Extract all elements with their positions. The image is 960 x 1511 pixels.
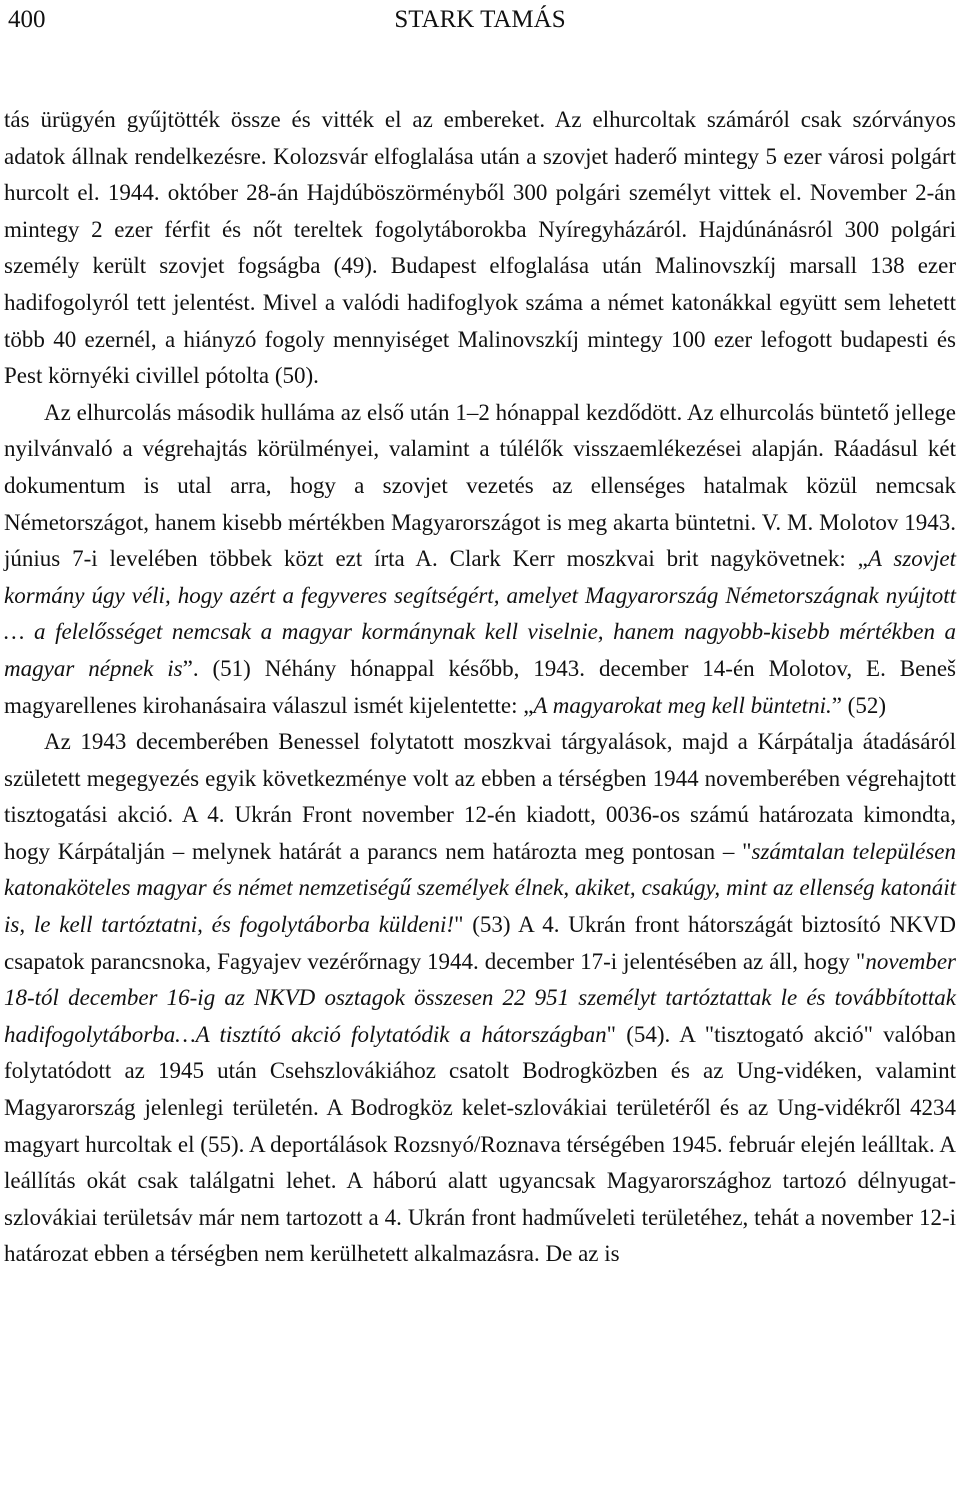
paragraph (4, 395, 956, 724)
running-head (4, 0, 956, 40)
paragraph (4, 102, 956, 395)
text-run: " (54). A "tisztogató akció" valóban folytatódott az 1945 után Csehszlovákiához csatolt Bodrogközben és az Ung-vidéken, valamint Magyarország jelenlegi területén. A Bodrogköz kelet-szlovákiai területéről és az Ung-vidékről 4234 magyart hurcoltak el (55). A deportálások Rozsnyó/Roznava térségében 1945. február elején leálltak. A leállítás okát csak találgatni lehet. A háború alatt ugyancsak Magyarországhoz tartozó délnyugat-szlovákiai területsáv már nem tartozott a 4. Ukrán front hadműveleti területéhez, tehát a november 12-i határozat ebben a térségben nem kerülhetett alkalmazásra. De az is (4, 1021, 956, 1267)
page-number: 400 (8, 6, 46, 33)
running-title: STARK TAMÁS (394, 6, 566, 33)
text-run: ” (52) (831, 692, 886, 718)
text-run: Az 1943 decemberében Benessel folytatott moszkvai tárgyalások, majd a Kárpátalja átadásáról született megegyezés egyik következménye volt az ebben a térségben 1944 novemberében végrehajtott tisztogatási akció. A 4. Ukrán Front november 12-én kiadott, 0036-os számú határozata kimondta, hogy Kárpátalján – melynek határát a parancs nem határozta meg pontosan – " (4, 729, 956, 864)
italic-quote: november 18-tól december 16-ig az NKVD osztagok összesen 22 951 személyt tartóztattak le és továbbítottak hadifogolytáborba…A tisztító akció folytatódik a hátországban (4, 948, 956, 1047)
text-run: tás ürügyén gyűjtötték össze és vitték el az embereket. Az elhurcoltak számáról csak szórványos adatok állnak rendelkezésre. Kolozsvár elfoglalása után a szovjet haderő mintegy 5 ezer városi polgárt hurcolt el. 1944. október 28-án Hajdúböszörményből 300 polgári személyt vittek el. November 2-án mintegy 2 ezer férfit és nőt tereltek fogolytáborokba Nyíregyházáról. Hajdúnánásról 300 polgári személy került szovjet fogságba (49). Budapest elfoglalása után Malinovszkíj marsall 138 ezer hadifogolyról tett jelentést. Mivel a valódi hadifoglyok száma a német katonákkal együtt sem lehetett több 40 ezernél, a hiányzó fogoly mennyiséget Malinovszkíj mintegy 100 ezer lefogott budapesti és Pest környéki civillel pótolta (50). (4, 107, 956, 389)
text-run: Az elhurcolás második hulláma az első után 1–2 hónappal kezdődött. Az elhurcolás büntető jellege nyilvánvaló a végrehajtás körülményei, valamint a túlélők visszaemlékezései alapján. Ráadásul két dokumentum is utal arra, hogy a szovjet vezetés az ellenséges hatalmak közül nemcsak Németországot, hanem kisebb mértékben Magyarországot is meg akarta büntetni. V. M. Molotov 1943. június 7-i levelében többek közt ezt írta A. Clark Kerr moszkvai brit nagykövetnek: „ (4, 399, 956, 572)
italic-quote: A szovjet kormány úgy véli, hogy azért a fegyveres segítségért, amelyet Magyarország Németországnak nyújtott … a felelősséget nemcsak a magyar kormánynak kell viselnie, hanem nagyobb-kisebb mértékben a magyar népnek is (4, 546, 957, 681)
italic-quote: A magyarokat meg kell büntetni. (533, 692, 832, 718)
body-text (4, 102, 956, 1273)
paragraph (4, 724, 956, 1273)
italic-quote: számtalan településen katonaköteles magyar és német nemzetiségű személyek élnek, akiket, csakúgy, mint az ellenség katonáit is, le kell tartóztatni, és fogolytáborba küldeni! (4, 838, 957, 938)
text-run: " (53) A 4. Ukrán front hátországát biztosító NKVD csapatok parancsnoka, Fagyajev vezérőrnagy 1944. december 17-i jelentésében az áll, hogy " (4, 912, 956, 974)
text-run: ”. (51) Néhány hónappal később, 1943. december 14-én Molotov, E. Beneš magyarellenes kirohanásaira válaszul ismét kijelentette: „ (4, 655, 956, 718)
